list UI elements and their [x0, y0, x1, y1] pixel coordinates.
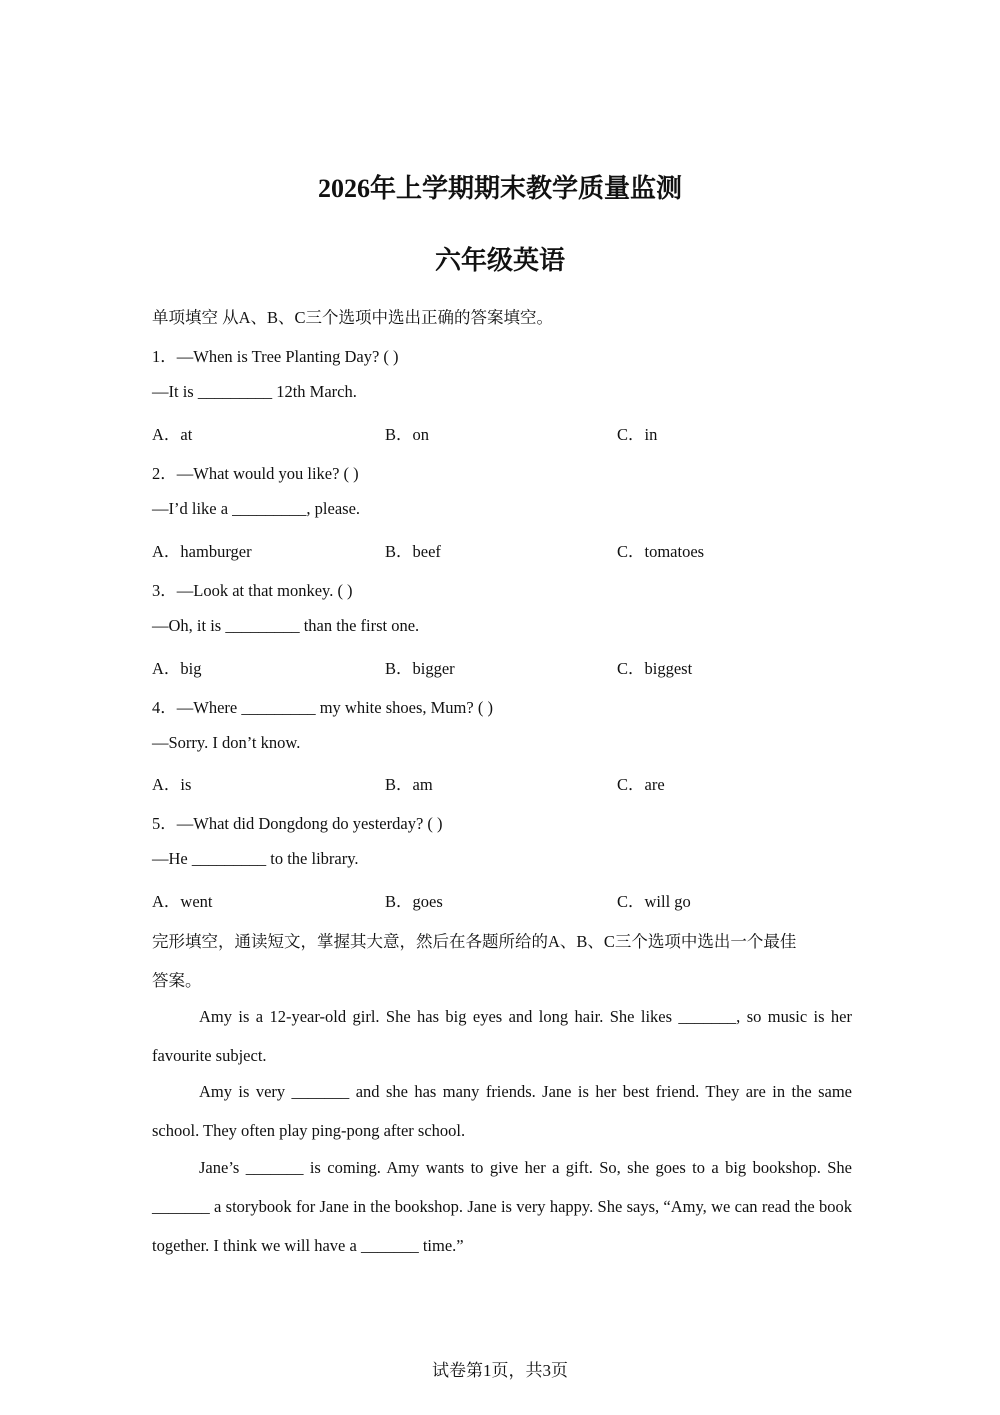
- question-2: 2．—What would you like? ( ): [152, 464, 359, 483]
- question-5: 5．—What did Dongdong do yesterday? ( ): [152, 814, 443, 833]
- question-4: 4．—Where _________ my white shoes, Mum? ( ): [152, 698, 493, 717]
- page-number-footer: 试卷第1页，共3页: [432, 1361, 568, 1380]
- question-5-option-b: B．goes: [385, 892, 443, 911]
- question-2-option-c: C．tomatoes: [617, 542, 705, 561]
- question-5-option-c: C．will go: [617, 892, 691, 911]
- question-3-answer-line: —Oh, it is _________ than the first one.: [152, 616, 420, 635]
- section2-heading: 完形填空，通读短文，掌握其大意，然后在各题所给的A、B、C三个选项中选出一个最佳: [152, 932, 797, 951]
- question-4-option-c: C．are: [617, 775, 665, 794]
- question-4-option-b: B．am: [385, 775, 433, 794]
- passage-paragraph-2: Amy is very _______ and she has many friends. Jane is her best friend. They are in the same school. They often play ping-pong after school.: [152, 1082, 852, 1140]
- question-1-option-b: B．on: [385, 425, 430, 444]
- section2-heading-cont: 答案。: [152, 971, 202, 990]
- question-3-option-a: A．big: [152, 659, 202, 678]
- question-4-answer-line: —Sorry. I don’t know.: [152, 733, 301, 752]
- question-5-answer-line: —He _________ to the library.: [152, 849, 359, 868]
- question-2-option-a: A．hamburger: [152, 542, 252, 561]
- question-2-option-b: B．beef: [385, 542, 441, 561]
- question-1-option-c: C．in: [617, 425, 658, 444]
- question-4-option-a: A．is: [152, 775, 192, 794]
- question-1-option-a: A．at: [152, 425, 193, 444]
- question-1-answer-line: —It is _________ 12th March.: [152, 382, 357, 401]
- question-3: 3．—Look at that monkey. ( ): [152, 581, 353, 600]
- passage-paragraph-1: Amy is a 12-year-old girl. She has big eyes and long hair. She likes _______, so music is her favourite subject.: [152, 1007, 852, 1065]
- exam-subtitle: 六年级英语: [434, 246, 565, 275]
- exam-title: 2026年上学期期末教学质量监测: [317, 174, 682, 203]
- question-3-option-c: C．biggest: [617, 659, 693, 678]
- passage-paragraph-3: Jane’s _______ is coming. Amy wants to give her a gift. So, she goes to a big bookshop. She _______ a storybook for Jane in the bookshop. Jane is very happy. She says, “Amy, we can read the book together. I think we will have a _______ time.”: [152, 1158, 852, 1255]
- question-2-answer-line: —I’d like a _________, please.: [152, 499, 361, 518]
- question-3-option-b: B．bigger: [385, 659, 455, 678]
- question-5-option-a: A．went: [152, 892, 213, 911]
- section1-heading: 单项填空 从A、B、C三个选项中选出正确的答案填空。: [152, 308, 554, 327]
- question-1: 1．—When is Tree Planting Day? ( ): [152, 347, 399, 366]
